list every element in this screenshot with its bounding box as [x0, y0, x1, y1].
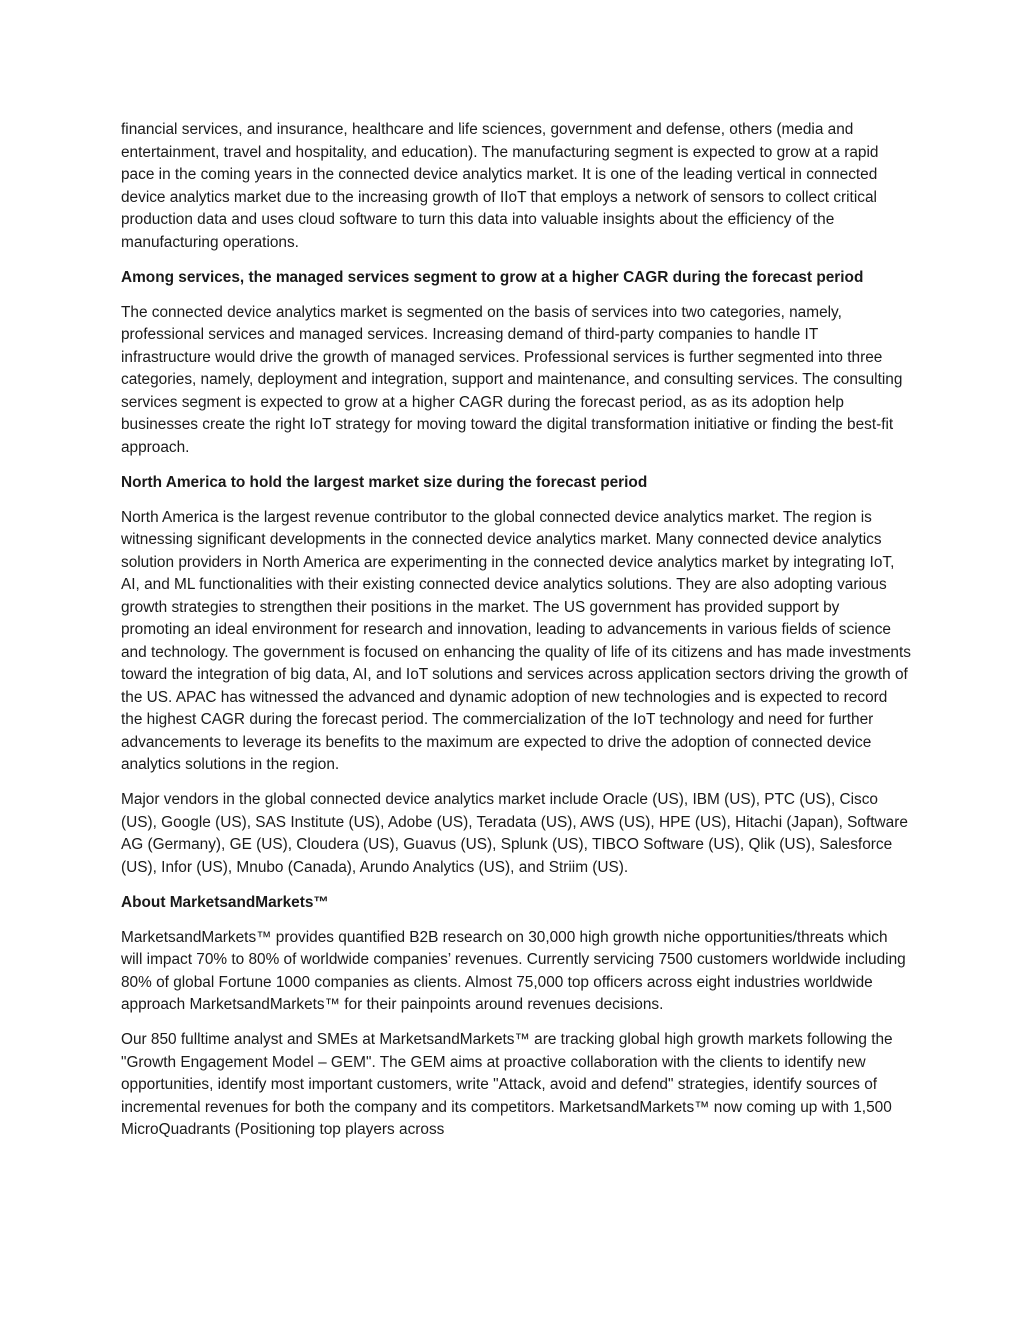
paragraph-about-research: MarketsandMarkets™ provides quantified B2B research on 30,000 high growth niche opportunities/threats which will impact 70% to 80% of worldwide companies’ revenues. Currently servicing 7500 customers worldwide including 80% of global Fortune 1000 companies as clients. Almost 75,000 top officers across eight industries worldwide approach MarketsandMarkets™ for their painpoints around revenues decisions.: [121, 928, 906, 1013]
document-page: [121, 119, 911, 1154]
heading-managed-services: Among services, the managed services segment to grow at a higher CAGR during the forecast period: [121, 268, 864, 286]
heading-about-marketsandmarkets: About MarketsandMarkets™: [121, 893, 329, 911]
paragraph-manufacturing-vertical: financial services, and insurance, healthcare and life sciences, government and defense, others (media and entertainment, travel and hospitality, and education). The manufacturing segment is expected to grow at a rapid pace in the coming years in the connected device analytics market. It is one of the leading vertical in connected device analytics market due to the increasing growth of IIoT that employs a network of sensors to collect critical production data and uses cloud software to turn this data into valuable insights about the efficiency of the manufacturing operations.: [121, 121, 879, 251]
paragraph-north-america: North America is the largest revenue contributor to the global connected device analytics market. The region is witnessing significant developments in the connected device analytics market. Many connected device analytics solution providers in North America are experimenting in the connected device analytics market by integrating IoT, AI, and ML functionalities with their existing connected device analytics solutions. They are also adopting various growth strategies to strengthen their positions in the market. The US government has provided support by promoting an ideal environment for research and innovation, leading to advancements in various fields of science and technology. The government is focused on enhancing the quality of life of its citizens and has made investments toward the integration of big data, AI, and IoT solutions and services across application sectors driving the growth of the US. APAC has witnessed the advanced and dynamic adoption of new technologies and is expected to record the highest CAGR during the forecast period. The commercialization of the IoT technology and need for further advancements to leverage its benefits to the maximum are expected to drive the adoption of connected device analytics solutions in the region.: [121, 508, 911, 773]
paragraph-analysts-gem: Our 850 fulltime analyst and SMEs at MarketsandMarkets™ are tracking global high growth markets following the "Growth Engagement Model – GEM". The GEM aims at proactive collaboration with the clients to identify new opportunities, identify most important customers, write "Attack, avoid and defend" strategies, identify sources of incremental revenues for both the company and its competitors. MarketsandMarkets™ now coming up with 1,500 MicroQuadrants (Positioning top players across: [121, 1031, 893, 1138]
paragraph-major-vendors: Major vendors in the global connected device analytics market include Oracle (US), IBM (US), PTC (US), Cisco (US), Google (US), SAS Institute (US), Adobe (US), Teradata (US), AWS (US), HPE (US), Hitachi (Japan), Software AG (Germany), GE (US), Cloudera (US), Guavus (US), Splunk (US), TIBCO Software (US), Qlik (US), Salesforce (US), Infor (US), Mnubo (Canada), Arundo Analytics (US), and Striim (US).: [121, 791, 908, 876]
paragraph-services-segmentation: The connected device analytics market is segmented on the basis of services into two categories, namely, professional services and managed services. Increasing demand of third-party companies to handle IT infrastructure would drive the growth of managed services. Professional services is further segmented into three categories, namely, deployment and integration, support and maintenance, and consulting services. The consulting services segment is expected to grow at a higher CAGR during the forecast period, as as its adoption help businesses create the right IoT strategy for moving toward the digital transformation initiative or finding the best-fit approach.: [121, 303, 903, 456]
heading-north-america: North America to hold the largest market size during the forecast period: [121, 473, 648, 491]
